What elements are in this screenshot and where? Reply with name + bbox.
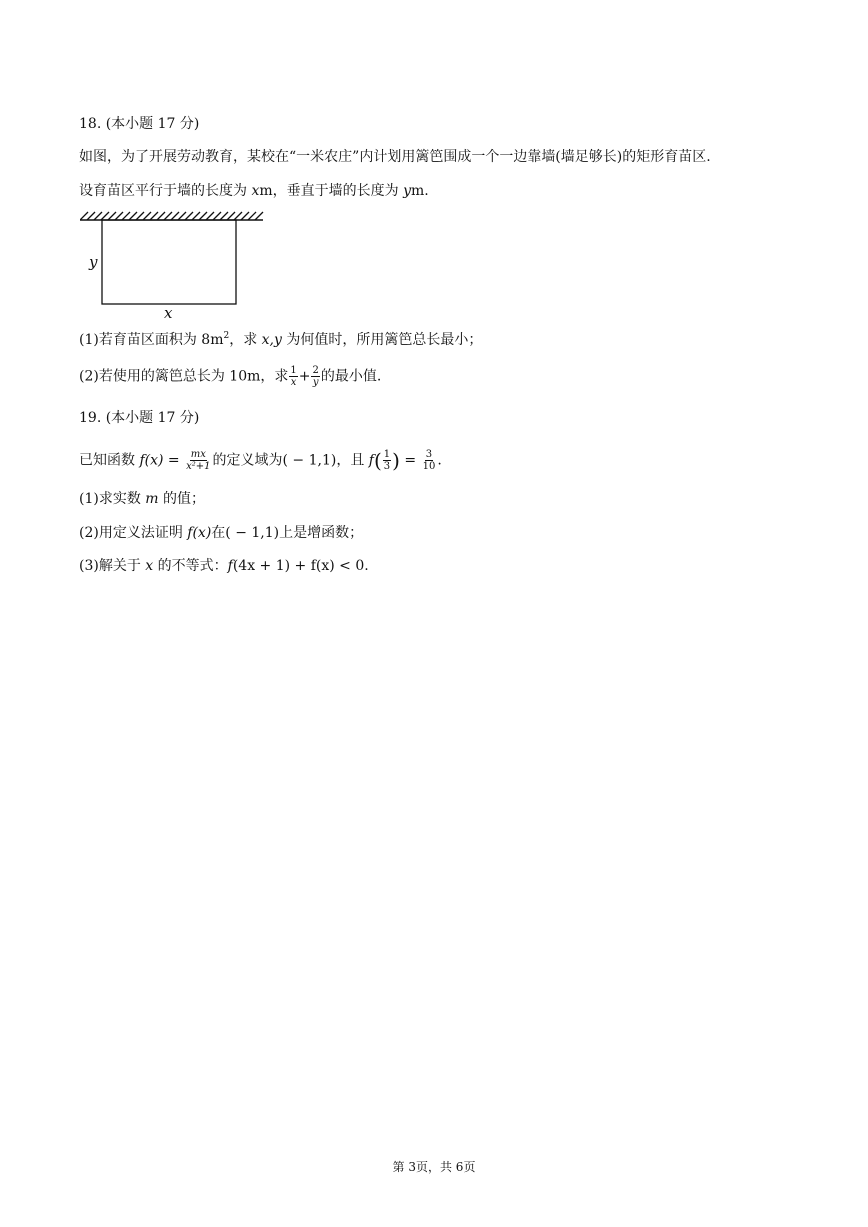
equals: =: [399, 452, 421, 469]
wall-hatching: [80, 212, 263, 220]
text: 的定义域为( − 1,1)，且: [212, 452, 369, 469]
paren-close: ): [392, 448, 400, 473]
page-footer: 第 3页，共 6页: [392, 1160, 476, 1174]
text: 的最小值.: [320, 368, 382, 385]
q18-stem-line1: 如图，为了开展劳动教育，某校在“一米农庄”内计划用篱笆围成一个一边靠墙(墙足够长)的矩形育苗区.: [79, 149, 711, 165]
var-xy: x,y: [261, 332, 282, 348]
q18-part1: [79, 330, 482, 350]
text: 的不等式：: [153, 558, 228, 574]
text: m.: [411, 183, 429, 199]
numerator: 2: [312, 365, 319, 376]
q19-stem: [79, 449, 442, 472]
text: 的值；: [158, 491, 206, 507]
q19-part2: [79, 523, 363, 543]
text: (4x + 1) + f(x) < 0.: [232, 558, 369, 574]
fraction-1-3: [383, 449, 391, 472]
rectangle-wall-figure: [80, 210, 270, 325]
numerator: 1: [290, 365, 297, 376]
fraction-mx: [185, 449, 211, 472]
denominator: 10: [422, 461, 436, 472]
fraction-2-over-y: [311, 365, 319, 388]
q18-header: 18. (本小题 17 分): [79, 116, 200, 132]
superscript: 2: [223, 331, 230, 341]
fraction-1-over-x: [289, 365, 297, 388]
q18-part2: [79, 365, 381, 388]
function-fx: f(x): [139, 452, 164, 469]
text: (2)若使用的篱笆总长为 10m，求: [79, 368, 289, 385]
denominator: x²+1: [186, 461, 211, 472]
denominator: 3: [383, 461, 391, 472]
text: (3)解关于: [79, 558, 146, 574]
text: 为何值时，所用篱笆总长最小；: [281, 332, 483, 348]
seedling-area-rect: [102, 220, 236, 304]
text: (1)若育苗区面积为 8m: [79, 332, 224, 348]
numerator: mx: [190, 449, 206, 460]
function-fx: f(x): [187, 525, 212, 541]
text: (2)用定义法证明: [79, 525, 188, 541]
q18-stem-line2: [79, 181, 429, 201]
q19-header: 19. (本小题 17 分): [79, 410, 200, 426]
var-m: m: [145, 491, 159, 507]
q19-part1: [79, 489, 205, 509]
period: .: [437, 452, 442, 469]
fraction-3-10: [422, 449, 437, 472]
q19-part3: [79, 556, 369, 576]
text: m，垂直于墙的长度为: [259, 183, 404, 199]
label-y: y: [89, 253, 98, 271]
label-x: x: [164, 304, 173, 322]
numerator: 1: [383, 449, 391, 460]
text: 在( − 1,1)上是增函数；: [211, 525, 364, 541]
denominator: x: [290, 377, 297, 388]
function-f: f: [227, 558, 233, 574]
numerator: 3: [425, 449, 433, 460]
paren-open: (: [373, 448, 382, 473]
text: 已知函数: [79, 452, 140, 469]
text: 设育苗区平行于墙的长度为: [79, 183, 252, 199]
var-x: x: [145, 558, 154, 574]
text: ，求: [229, 332, 262, 348]
var-x: x: [251, 183, 260, 199]
equals: =: [163, 452, 185, 469]
var-y: y: [403, 183, 412, 199]
plus-sign: +: [298, 368, 311, 385]
text: (1)求实数: [79, 491, 146, 507]
function-f: f: [368, 452, 374, 469]
denominator: y: [312, 377, 319, 388]
